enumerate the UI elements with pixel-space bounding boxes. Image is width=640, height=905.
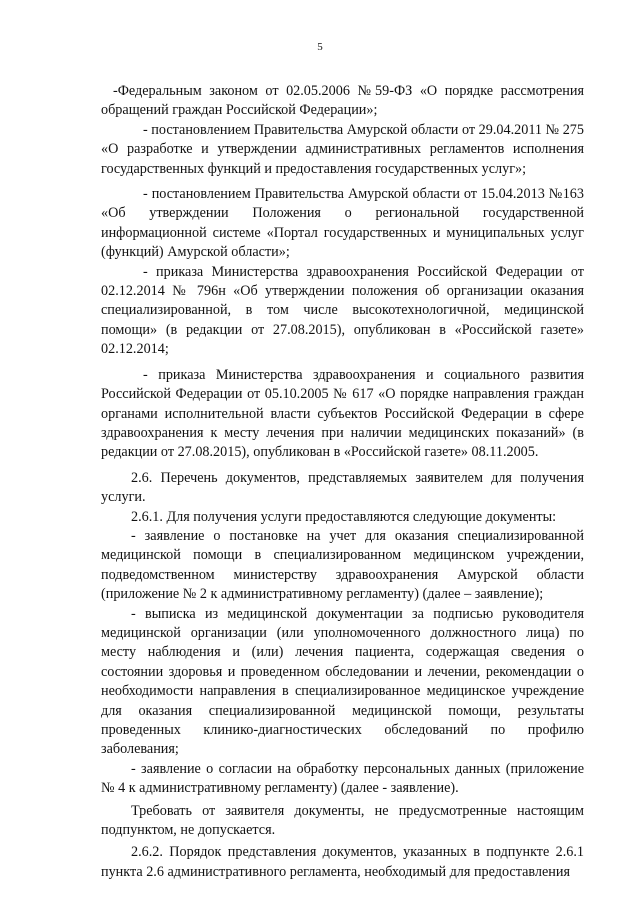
paragraph: -Федеральным законом от 02.05.2006 №59-ФЗ «О порядке рассмотрения обращений граждан Российской Федерации»; xyxy=(101,83,584,119)
paragraph: Требовать от заявителя документы, не предусмотренные настоящим подпунктом, не допускается. xyxy=(101,802,584,839)
paragraph: - выписка из медицинской документации за подписью руководителя медицинской организации (или уполномоченного должностного лица) по месту наблюдения и (или) лечения пациента, содержащая сведения о состоянии здоровья и проведенном обследовании и лечении, рекомендации о необходимости направления в специализированное медицинское учреждение для оказания специализированной медицинской помощи, результаты проведенных клинико-диагностических обследований по профилю заболевания; xyxy=(101,605,584,758)
paragraph: - заявление о постановке на учет для оказания специализированной медицинской помощи в специализированном медицинском учреждении, подведомственном министерству здравоохранения Амурской области (приложение № 2 к административному регламенту) (далее – заявление); xyxy=(101,527,584,603)
document-body xyxy=(101,82,584,882)
paragraph: - приказа Министерства здравоохранения и социального развития Российской Федерации от 05.10.2005 № 617 «О порядке направления граждан органами исполнительной власти субъектов Российской Федерации в сфере здравоохранения к месту лечения при наличии медицинских показаний» (в редакции от 27.08.2015), опубликован в «Российской газете» 08.11.2005. xyxy=(101,366,584,461)
paragraph: 2.6.2. Порядок представления документов, указанных в подпункте 2.6.1 пункта 2.6 административного регламента, необходимый для предоставления xyxy=(101,844,584,880)
paragraph: 2.6.1. Для получения услуги предоставляются следующие документы: xyxy=(131,508,557,525)
paragraph: 2.6. Перечень документов, представляемых заявителем для получения услуги. xyxy=(101,469,584,506)
paragraph: - приказа Министерства здравоохранения Российской Федерации от 02.12.2014 № 796н «Об утверждении положения об организации оказания специализированной, в том числе высокотехнологичной, медицинской помощи» (в редакции от 27.08.2015), опубликован в «Российской газете» 02.12.2014; xyxy=(101,263,584,358)
paragraph: - постановлением Правительства Амурской области от 29.04.2011 № 275 «О разработке и утверждении административных регламентов исполнения государственных функций и предоставления государственных услуг»; xyxy=(101,121,584,177)
paragraph: - постановлением Правительства Амурской области от 15.04.2013 №163 «Об утверждении Положения о региональной государственной информационной системе «Портал государственных и муниципальных услуг (функций) Амурской области»; xyxy=(101,186,584,261)
page-number: 5 xyxy=(317,41,323,53)
paragraph: - заявление о согласии на обработку персональных данных (приложение № 4 к административному регламенту) (далее - заявление). xyxy=(101,760,584,797)
